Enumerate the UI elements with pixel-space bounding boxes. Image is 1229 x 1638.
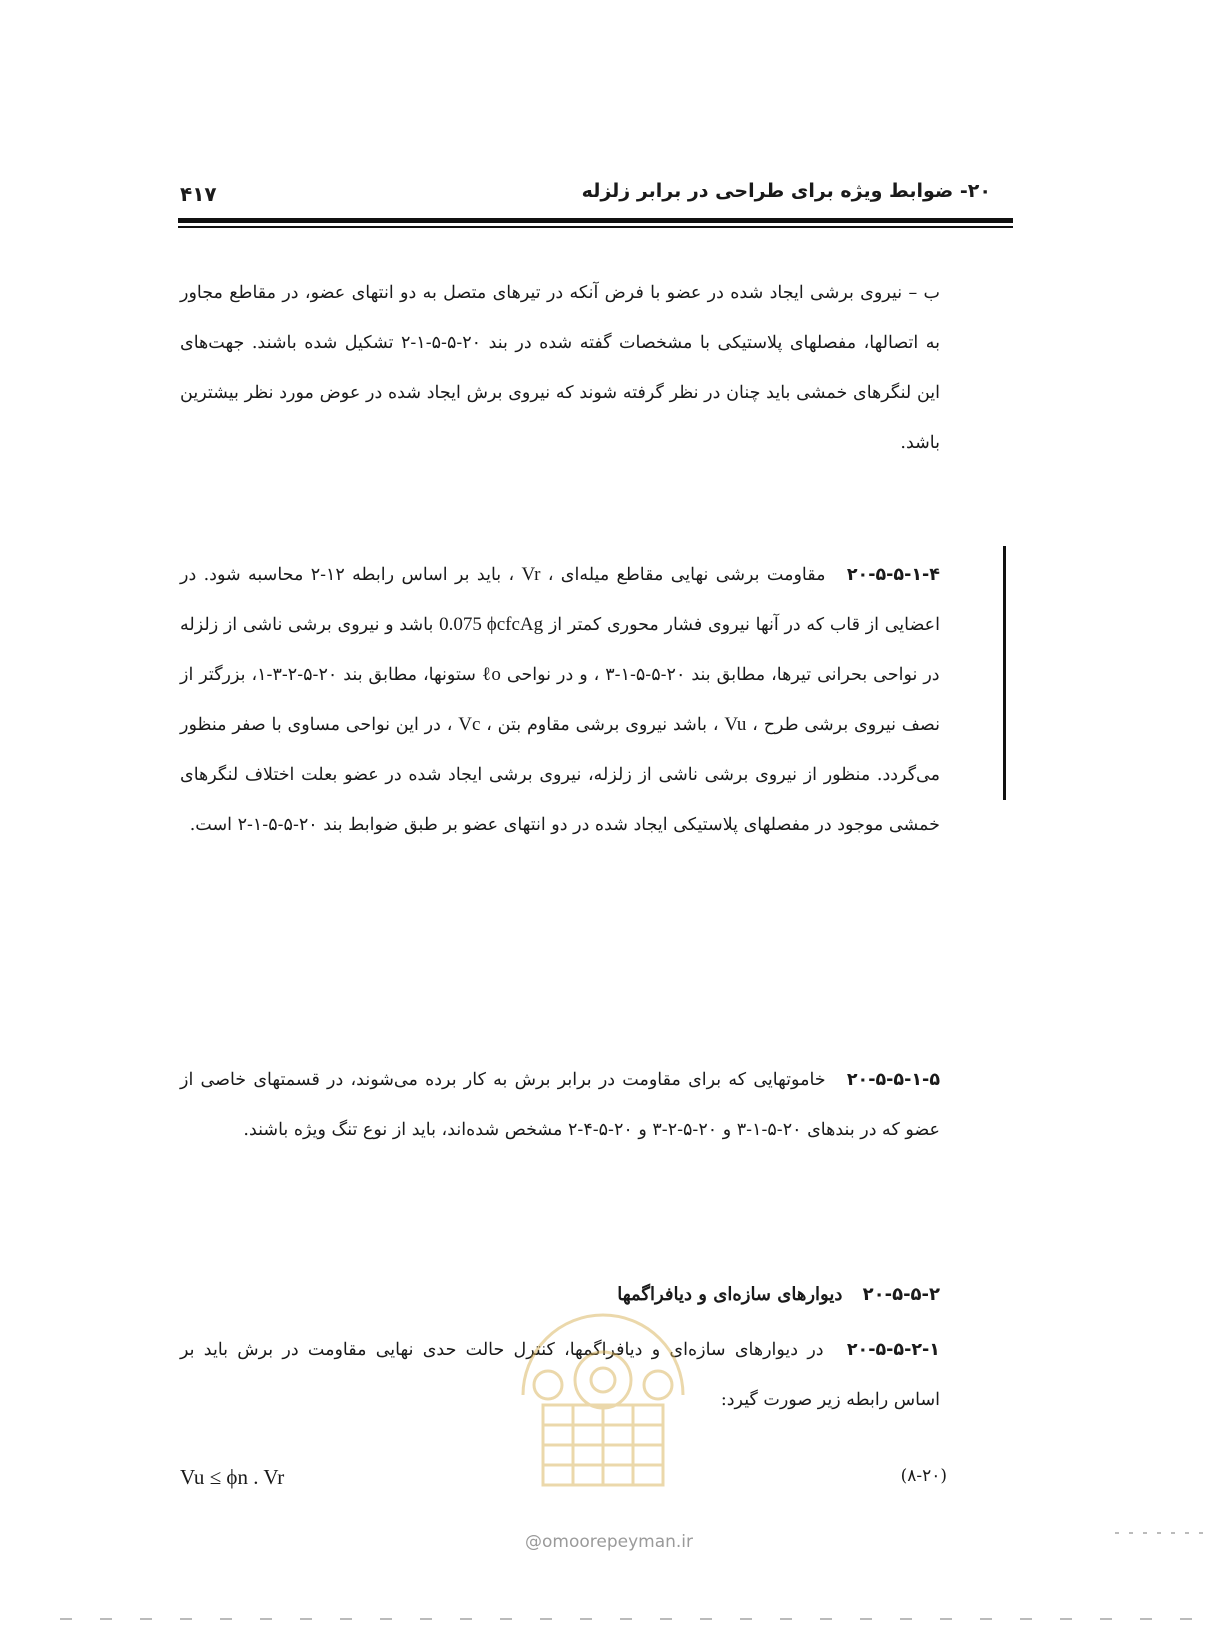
section-number: ۲۰-۵-۵-۱-۴ <box>846 565 940 585</box>
omoore-peyman-seal-icon <box>503 1275 703 1505</box>
page-number: ۴۱۷ <box>180 182 217 206</box>
symbol-vr: Vr <box>521 564 541 585</box>
paragraph-text: ، در این نواحی مساوی با صفر منظور می‌گردد. منظور از نیروی برشی ناشی از زلزله، نیروی برشی ایجاد شده در عضو بعلت اختلاف لنگرهای خمشی موجود در مفصلهای پلاستیکی ایجاد شده در دو انتهای عضو بر طبق ضوابط بند ۲۰-۵-۵-۱-۲ است. <box>180 715 940 835</box>
paragraph-20-5-5-1-5 <box>180 1055 940 1155</box>
equation-label: (۸-۲۰) <box>900 1466 947 1486</box>
scan-artifact-dots <box>1115 1532 1205 1534</box>
paragraph-text: باشد و نیروی برشی ناشی از زلزله در نواحی بحرانی تیرها، مطابق بند ۲۰-۵-۵-۱-۳ ، و در نواحی <box>180 615 940 685</box>
running-header-title: ۲۰- ضوابط ویژه برای طراحی در برابر زلزله <box>581 180 991 202</box>
watermark-text: @omoorepeyman.ir <box>525 1532 694 1552</box>
paragraph-b <box>180 268 940 468</box>
change-bar <box>1003 546 1006 800</box>
equation-formula: Vu ≤ ϕn . Vr <box>180 1465 285 1489</box>
header-rule-thin <box>178 226 1013 228</box>
section-number: ۲۰-۵-۵-۲-۱ <box>846 1340 940 1360</box>
paragraph-text: مقاومت برشی نهایی مقاطع میله‌ای ، <box>547 565 826 585</box>
formula-axial-limit: 0.075 ϕcfcAg <box>439 614 544 635</box>
heading-number: ۲۰-۵-۵-۲ <box>862 1284 940 1305</box>
header-rule-thick <box>178 218 1013 223</box>
paragraph-text: ، باید بر اساس رابطه ۱۲-۲ محاسبه شود. در اعضایی از قاب که در آنها نیروی فشار محوری کمتر از <box>180 565 940 635</box>
paragraph-20-5-5-1-4 <box>180 550 940 850</box>
section-number: ۲۰-۵-۵-۱-۵ <box>846 1070 940 1090</box>
scan-artifact-dots <box>60 1618 1200 1620</box>
symbol-vu: Vu <box>724 714 747 735</box>
symbol-l0: ℓo <box>481 664 501 685</box>
paragraph-text: خاموتهایی که برای مقاومت در برابر برش به کار برده می‌شوند، در قسمتهای خاصی از عضو که در بندهای ۲۰-۵-۱-۳ و ۲۰-۵-۲-۳ و ۲۰-۵-۴-۲ مشخص شده‌اند، باید از نوع تنگ ویژه باشند. <box>180 1070 940 1140</box>
paragraph-text: در دیوارهای سازه‌ای و دیافراگمها، کنترل حالت حدی نهایی مقاومت در برش باید بر اساس رابطه زیر صورت گیرد: <box>180 1340 940 1410</box>
paragraph-text: ستونها، مطابق بند ۲۰-۵-۲-۳-۱، بزرگتر از نصف نیروی برشی طرح ، <box>180 665 940 735</box>
symbol-vc: Vc <box>458 714 481 735</box>
paragraph-b-text: ب – نیروی برشی ایجاد شده در عضو با فرض آنکه در تیرهای متصل به دو انتهای عضو، در مقاطع مجاور به اتصالها، مفصلهای پلاستیکی با مشخصات گفته شده در بند ۲۰-۵-۵-۱-۲ تشکیل شده باشند. جهت‌های این لنگرهای خمشی باید چنان در نظر گرفته شوند که نیروی برش ایجاد شده در عوض مورد نظر بیشترین باشد. <box>180 283 940 453</box>
paragraph-text: ، باشد نیروی برشی مقاوم بتن ، <box>486 715 719 735</box>
heading-text: دیوارهای سازه‌ای و دیافراگمها <box>617 1284 843 1305</box>
